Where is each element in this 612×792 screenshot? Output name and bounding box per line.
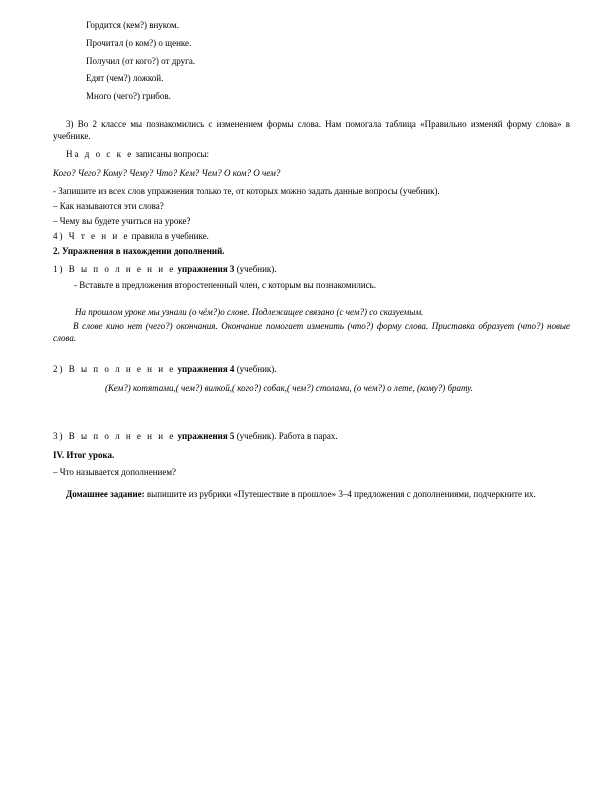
exercise1-sentence-1: На прошлом уроке мы узнали (о чём?)о слове. Подлежащее связано (с чем?) со сказуемым. [75,307,424,317]
exercise2-rest: (учебник). [234,364,277,374]
exercise2-bold: упражнения 4 [177,364,235,374]
exercise1-prefix: 1) В ы п о л н е н и е [53,264,176,274]
exercise3-line [53,430,338,442]
homework-paragraph [53,488,570,500]
exercise3-prefix: 3) В ы п о л н е н и е [53,431,176,441]
board-line [66,148,209,160]
homework-label: Домашнее задание: [66,489,145,499]
exercise1-sentence-2: В слове кино нет (чего?) окончания. Окончание помогает изменить (что?) форму слова. Приставка образует (что?) новые слова. [53,321,570,343]
homework-text: выпишите из рубрики «Путешествие в прошлое» 3–4 предложения с дополнениями, подчеркните их. [144,489,536,499]
task-line-2: – Как называются эти слова? [53,201,164,211]
task-line-3: – Чему вы будете учиться на уроке? [53,216,191,226]
example-line-5: Много (чего?) грибов. [86,91,171,101]
exercise2-prefix: 2) В ы п о л н е н и е [53,364,176,374]
board-prefix: На д о с к е [66,149,134,159]
part4-title: IV. Итог урока. [53,450,115,460]
exercise1-line [53,263,277,275]
example-line-1: Гордится (кем?) внуком. [86,20,179,30]
section4-prefix: 4) Ч т е н и е [53,231,130,241]
questions-line: Кого? Чего? Кому? Чему? Что? Кем? Чем? О ком? О чем? [53,168,281,178]
exercise2-line [53,363,277,375]
part4-question: – Что называется дополнением? [53,467,177,477]
exercise1-rest: (учебник). [234,264,277,274]
board-rest: записаны вопросы: [133,149,209,159]
example-line-4: Едят (чем?) ложкой. [86,73,164,83]
section4-rest: правила в учебнике. [129,231,209,241]
section3-paragraph: 3) Во 2 классе мы познакомились с изменением формы слова. Нам помогала таблица «Правильно изменяй форму слова» в учебнике. [53,119,570,141]
exercise2-sentence: (Кем?) котятами,( чем?) вилкой,( кого?) собак,( чем?) столами, (о чем?) о лете, (кому?) брату. [105,383,473,393]
exercise1-bold: упражнения 3 [177,264,235,274]
section4-line [53,230,209,242]
example-line-2: Прочитал (о ком?) о щенке. [86,38,192,48]
example-line-3: Получил (от кого?) от друга. [86,56,196,66]
exercise3-bold: упражнения 5 [177,431,235,441]
part2-title: 2. Упражнения в нахождении дополнений. [53,246,225,256]
task-line-1: - Запишите из всех слов упражнения только те, от которых можно задать данные вопросы (учебник). [53,186,440,196]
exercise1-task: - Вставьте в предложения второстепенный член, с которым вы познакомились. [74,280,376,290]
exercise3-rest: (учебник). Работа в парах. [234,431,338,441]
